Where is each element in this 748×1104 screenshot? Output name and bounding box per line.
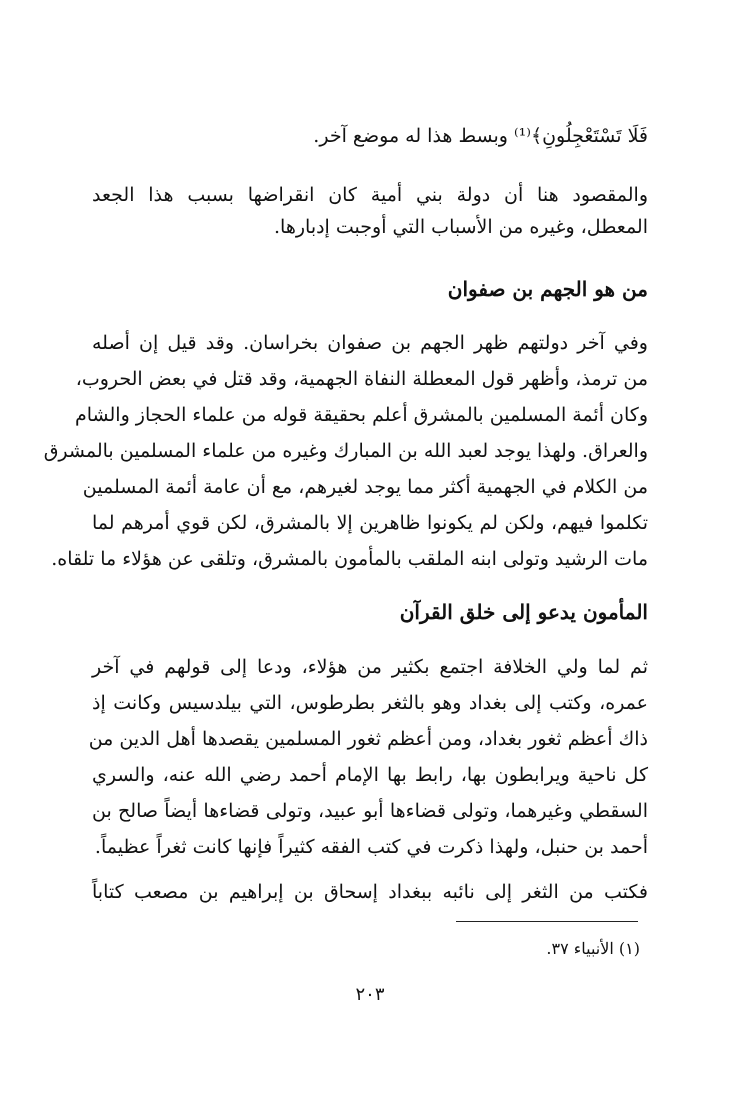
paragraph-line: السقطي وغيرهما، وتولى قضاءها أبو عبيد، وتولى قضاءها أيضاً صالح بن bbox=[92, 800, 648, 822]
paragraph-line: وكان أئمة المسلمين بالمشرق أعلم بحقيقة قوله من علماء الحجاز والشام bbox=[75, 404, 648, 426]
page-number: ٢٠٣ bbox=[355, 984, 385, 1005]
paragraph-line: مات الرشيد وتولى ابنه الملقب بالمأمون بالمشرق، وتلقى عن هؤلاء ما تلقاه. bbox=[51, 548, 648, 570]
paragraph-line: المعطل، وغيره من الأسباب التي أوجبت إدبارها. bbox=[274, 216, 648, 238]
section-heading: من هو الجهم بن صفوان bbox=[447, 277, 648, 301]
paragraph-line: كل ناحية ويرابطون بها، رابط بها الإمام أحمد رضي الله عنه، والسري bbox=[92, 764, 648, 786]
footnote-divider bbox=[456, 921, 638, 922]
paragraph-line: والمقصود هنا أن دولة بني أمية كان انقراضها بسبب هذا الجعد bbox=[92, 184, 648, 206]
footnote: (١) الأنبياء ٣٧. bbox=[546, 939, 640, 958]
paragraph-line: ثم لما ولي الخلافة اجتمع بكثير من هؤلاء، ودعا إلى قولهم في آخر bbox=[92, 656, 648, 678]
paragraph-line: من ترمذ، وأظهر قول المعطلة النفاة الجهمية، وقد قتل في بعض الحروب، bbox=[75, 368, 648, 390]
paragraph-line: فَلَا تَسْتَعْجِلُونِ﴾⁽¹⁾ وبسط هذا له موضع آخر. bbox=[313, 125, 648, 147]
paragraph-line: عمره، وكتب إلى بغداد وهو بالثغر بطرطوس، التي بيلدسيس وكانت إذ bbox=[92, 692, 648, 714]
paragraph-line: أحمد بن حنبل، ولهذا ذكرت في كتب الفقه كثيراً فإنها كانت ثغراً عظيماً. bbox=[94, 836, 648, 858]
paragraph-line: من الكلام في الجهمية أكثر مما يوجد لغيرهم، مع أن عامة أئمة المسلمين bbox=[82, 476, 648, 498]
paragraph-line: فكتب من الثغر إلى نائبه ببغداد إسحاق بن إبراهيم بن مصعب كتاباً bbox=[92, 881, 648, 903]
paragraph-line: تكلموا فيهم، ولكن لم يكونوا ظاهرين إلا بالمشرق، لكن قوي أمرهم لما bbox=[92, 512, 648, 534]
paragraph-line: والعراق. ولهذا يوجد لعبد الله بن المبارك وغيره من علماء المسلمين بالمشرق bbox=[43, 440, 648, 462]
paragraph-line: وفي آخر دولتهم ظهر الجهم بن صفوان بخراسان. وقد قيل إن أصله bbox=[92, 332, 648, 354]
section-heading: المأمون يدعو إلى خلق القرآن bbox=[399, 600, 648, 624]
paragraph-line: ذاك أعظم ثغور بغداد، ومن أعظم ثغور المسلمين يقصدها أهل الدين من bbox=[88, 728, 648, 750]
